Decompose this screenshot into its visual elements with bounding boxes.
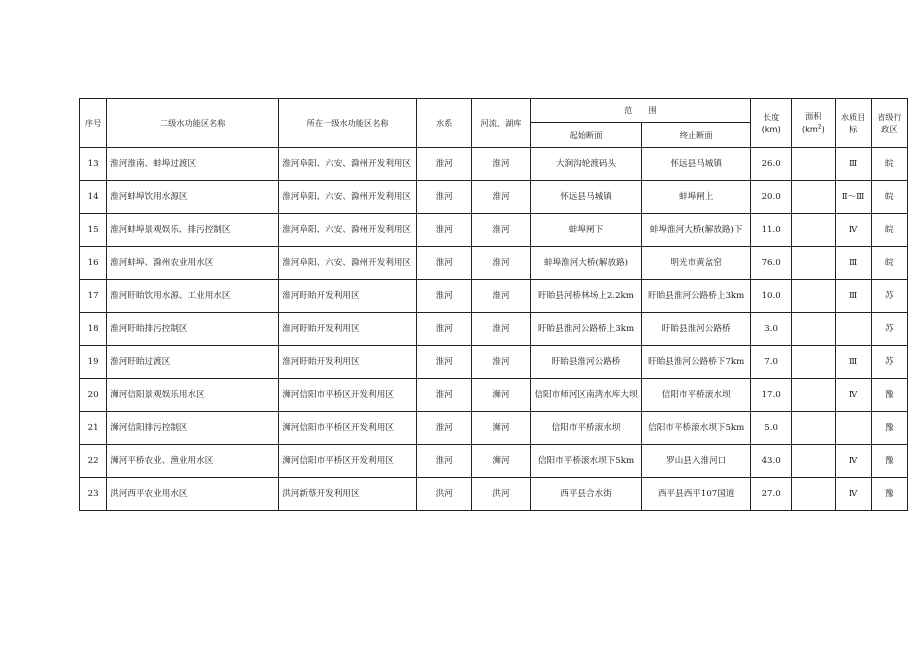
header-area-unit xyxy=(802,124,825,134)
cell-start-section: 蚌埠闸下 xyxy=(530,214,642,247)
cell-end-section: 罗山县入淮河口 xyxy=(642,445,751,478)
cell-quality: Ⅲ xyxy=(835,148,871,181)
header-length-title: 长度 xyxy=(762,111,780,122)
cell-length: 17.0 xyxy=(751,379,792,412)
cell-seq: 21 xyxy=(80,412,107,445)
cell-length: 5.0 xyxy=(751,412,792,445)
cell-length: 43.0 xyxy=(751,445,792,478)
cell-quality: Ⅳ xyxy=(835,445,871,478)
cell-area xyxy=(792,445,835,478)
cell-seq: 23 xyxy=(80,478,107,511)
cell-length: 26.0 xyxy=(751,148,792,181)
table-row xyxy=(80,181,908,214)
cell-quality: Ⅱ～Ⅲ xyxy=(835,181,871,214)
cell-area xyxy=(792,280,835,313)
cell-province: 豫 xyxy=(871,379,907,412)
cell-primary-zone-name: 淮河阜阳、六安、滁州开发利用区 xyxy=(279,214,417,247)
cell-water-system: 淮河 xyxy=(417,148,472,181)
table-row xyxy=(80,445,908,478)
cell-seq: 16 xyxy=(80,247,107,280)
cell-seq: 14 xyxy=(80,181,107,214)
cell-province: 豫 xyxy=(871,445,907,478)
cell-quality xyxy=(835,313,871,346)
cell-area xyxy=(792,478,835,511)
cell-secondary-zone-name: 淮河盱眙过渡区 xyxy=(107,346,279,379)
cell-quality: Ⅳ xyxy=(835,214,871,247)
cell-seq: 15 xyxy=(80,214,107,247)
cell-seq: 13 xyxy=(80,148,107,181)
cell-start-section: 盱眙县淮河公路桥上3km xyxy=(530,313,642,346)
cell-river: 淮河 xyxy=(472,247,530,280)
cell-seq: 19 xyxy=(80,346,107,379)
header-range: 范 围 xyxy=(530,99,750,123)
cell-province: 苏 xyxy=(871,313,907,346)
cell-primary-zone-name: 浉河信阳市平桥区开发利用区 xyxy=(279,445,417,478)
cell-primary-zone-name: 淮河盱眙开发利用区 xyxy=(279,313,417,346)
cell-area xyxy=(792,313,835,346)
cell-secondary-zone-name: 淮河淮南、蚌埠过渡区 xyxy=(107,148,279,181)
header-start-section: 起始断面 xyxy=(530,123,642,148)
table-body xyxy=(80,148,908,511)
cell-province: 苏 xyxy=(871,346,907,379)
cell-quality: Ⅲ xyxy=(835,346,871,379)
header-river-lake: 河流、湖库 xyxy=(472,99,530,148)
cell-end-section: 明光市黄盆窑 xyxy=(642,247,751,280)
cell-river: 浉河 xyxy=(472,445,530,478)
cell-primary-zone-name: 淮河阜阳、六安、滁州开发利用区 xyxy=(279,247,417,280)
cell-primary-zone-name: 浉河信阳市平桥区开发利用区 xyxy=(279,379,417,412)
header-primary-zone-name: 所在一级水功能区名称 xyxy=(279,99,417,148)
water-function-zone-table xyxy=(79,98,908,511)
cell-province: 豫 xyxy=(871,412,907,445)
cell-province: 苏 xyxy=(871,280,907,313)
header-water-system: 水系 xyxy=(417,99,472,148)
cell-secondary-zone-name: 淮河蚌埠景观娱乐、排污控制区 xyxy=(107,214,279,247)
cell-seq: 18 xyxy=(80,313,107,346)
cell-quality: Ⅲ xyxy=(835,280,871,313)
cell-start-section: 盱眙县淮河公路桥 xyxy=(530,346,642,379)
cell-start-section: 怀远县马城镇 xyxy=(530,181,642,214)
table-row xyxy=(80,412,908,445)
cell-start-section: 蚌埠淮河大桥(解放路) xyxy=(530,247,642,280)
cell-primary-zone-name: 洪河新蔡开发利用区 xyxy=(279,478,417,511)
cell-primary-zone-name: 淮河阜阳、六安、滁州开发利用区 xyxy=(279,181,417,214)
cell-seq: 17 xyxy=(80,280,107,313)
cell-secondary-zone-name: 浉河平桥农业、渔业用水区 xyxy=(107,445,279,478)
table-row xyxy=(80,148,908,181)
cell-secondary-zone-name: 洪河西平农业用水区 xyxy=(107,478,279,511)
cell-end-section: 盱眙县淮河公路桥上3km xyxy=(642,280,751,313)
header-seq: 序号 xyxy=(80,99,107,148)
header-water-quality-target: 水质目标 xyxy=(835,99,871,148)
cell-secondary-zone-name: 淮河盱眙排污控制区 xyxy=(107,313,279,346)
cell-water-system: 淮河 xyxy=(417,280,472,313)
header-length xyxy=(751,99,792,148)
cell-end-section: 信阳市平桥滚水坝下5km xyxy=(642,412,751,445)
cell-end-section: 盱眙县淮河公路桥 xyxy=(642,313,751,346)
cell-area xyxy=(792,214,835,247)
table-row xyxy=(80,214,908,247)
cell-river: 淮河 xyxy=(472,280,530,313)
cell-river: 淮河 xyxy=(472,214,530,247)
cell-start-section: 信阳市平桥滚水坝下5km xyxy=(530,445,642,478)
cell-water-system: 淮河 xyxy=(417,214,472,247)
header-province: 省级行政区 xyxy=(871,99,907,148)
cell-start-section: 西平县合水街 xyxy=(530,478,642,511)
cell-primary-zone-name: 淮河阜阳、六安、滁州开发利用区 xyxy=(279,148,417,181)
cell-quality: Ⅲ xyxy=(835,247,871,280)
header-area-title: 面积 xyxy=(805,111,822,122)
cell-area xyxy=(792,346,835,379)
cell-secondary-zone-name: 淮河蚌埠、滁州农业用水区 xyxy=(107,247,279,280)
table-row xyxy=(80,478,908,511)
cell-province: 豫 xyxy=(871,478,907,511)
cell-province: 皖 xyxy=(871,247,907,280)
cell-secondary-zone-name: 浉河信阳排污控制区 xyxy=(107,412,279,445)
cell-end-section: 怀远县马城镇 xyxy=(642,148,751,181)
header-secondary-zone-name: 二级水功能区名称 xyxy=(107,99,279,148)
header-area xyxy=(792,99,835,148)
cell-end-section: 西平县西平107国道 xyxy=(642,478,751,511)
cell-river: 淮河 xyxy=(472,313,530,346)
cell-end-section: 蚌埠淮河大桥(解放路)下 xyxy=(642,214,751,247)
cell-water-system: 淮河 xyxy=(417,445,472,478)
cell-primary-zone-name: 淮河盱眙开发利用区 xyxy=(279,280,417,313)
cell-end-section: 信阳市平桥滚水坝 xyxy=(642,379,751,412)
cell-water-system: 淮河 xyxy=(417,247,472,280)
header-end-section: 终止断面 xyxy=(642,123,751,148)
cell-start-section: 盱眙县河桥林场上2.2km xyxy=(530,280,642,313)
cell-primary-zone-name: 浉河信阳市平桥区开发利用区 xyxy=(279,412,417,445)
cell-length: 10.0 xyxy=(751,280,792,313)
table-row xyxy=(80,280,908,313)
cell-river: 淮河 xyxy=(472,148,530,181)
cell-water-system: 淮河 xyxy=(417,181,472,214)
cell-water-system: 淮河 xyxy=(417,313,472,346)
cell-secondary-zone-name: 淮河蚌埠饮用水源区 xyxy=(107,181,279,214)
header-area-unit-pre: (km xyxy=(801,124,818,135)
cell-secondary-zone-name: 淮河盱眙饮用水源、工业用水区 xyxy=(107,280,279,313)
cell-end-section: 盱眙县淮河公路桥下7km xyxy=(642,346,751,379)
cell-area xyxy=(792,181,835,214)
table-row xyxy=(80,247,908,280)
cell-seq: 22 xyxy=(80,445,107,478)
cell-province: 皖 xyxy=(871,181,907,214)
table-row xyxy=(80,313,908,346)
cell-length: 11.0 xyxy=(751,214,792,247)
cell-area xyxy=(792,247,835,280)
cell-secondary-zone-name: 浉河信阳景观娱乐用水区 xyxy=(107,379,279,412)
header-area-unit-post: ) xyxy=(821,124,825,135)
cell-length: 27.0 xyxy=(751,478,792,511)
cell-length: 3.0 xyxy=(751,313,792,346)
cell-quality: Ⅳ xyxy=(835,478,871,511)
table-row xyxy=(80,346,908,379)
cell-end-section: 蚌埠闸上 xyxy=(642,181,751,214)
cell-river: 洪河 xyxy=(472,478,530,511)
table-header xyxy=(80,99,908,148)
cell-quality xyxy=(835,412,871,445)
cell-length: 76.0 xyxy=(751,247,792,280)
cell-start-section: 大涧沟轮渡码头 xyxy=(530,148,642,181)
cell-area xyxy=(792,148,835,181)
cell-start-section: 信阳市平桥滚水坝 xyxy=(530,412,642,445)
cell-water-system: 洪河 xyxy=(417,478,472,511)
cell-province: 皖 xyxy=(871,214,907,247)
cell-area xyxy=(792,412,835,445)
header-length-unit: (km) xyxy=(761,124,781,134)
cell-water-system: 淮河 xyxy=(417,346,472,379)
cell-province: 皖 xyxy=(871,148,907,181)
cell-seq: 20 xyxy=(80,379,107,412)
cell-length: 7.0 xyxy=(751,346,792,379)
cell-river: 淮河 xyxy=(472,181,530,214)
cell-length: 20.0 xyxy=(751,181,792,214)
cell-area xyxy=(792,379,835,412)
cell-quality: Ⅳ xyxy=(835,379,871,412)
cell-river: 浉河 xyxy=(472,412,530,445)
cell-water-system: 淮河 xyxy=(417,412,472,445)
cell-river: 浉河 xyxy=(472,379,530,412)
cell-river: 淮河 xyxy=(472,346,530,379)
cell-start-section: 信阳市师河区南湾水库大坝 xyxy=(530,379,642,412)
cell-primary-zone-name: 淮河盱眙开发利用区 xyxy=(279,346,417,379)
header-area-unit-sup: 2 xyxy=(817,123,822,131)
table-row xyxy=(80,379,908,412)
cell-water-system: 淮河 xyxy=(417,379,472,412)
